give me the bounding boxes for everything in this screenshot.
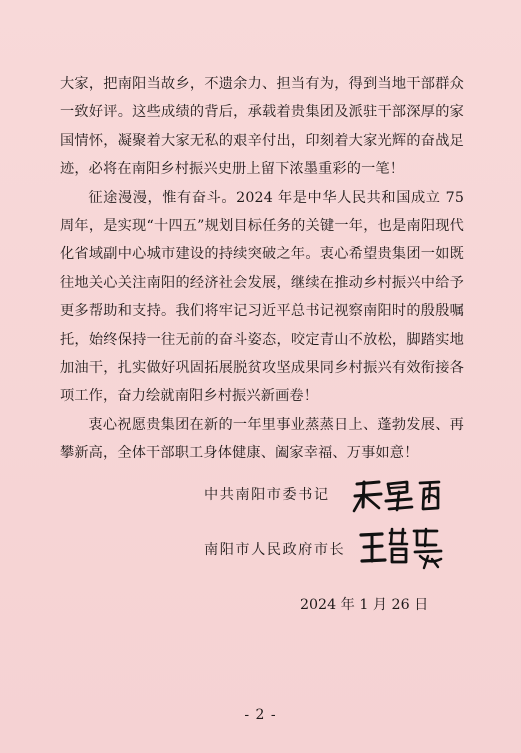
paragraph-1: 大家，把南阳当故乡，不遗余力、担当有为，得到当地干部群众一致好评。这些成绩的背后，承载着贵集团及派驻干部深厚的家国情怀，凝聚着大家无私的艰辛付出，印刻着大家光辉的奋战足迹，必将在南阳乡村振兴史册上留下浓墨重彩的一笔！: [60, 76, 464, 178]
page-number: - 2 -: [244, 707, 277, 723]
party-secretary-title: 中共南阳市委书记: [204, 487, 330, 503]
paragraph-3: 衷心祝愿贵集团在新的一年里事业蒸蒸日上、蓬勃发展、再攀新高，全体干部职工身体健康、阖家幸福、万事如意！: [60, 416, 464, 462]
paragraph-2: 征途漫漫，惟有奋斗。2024 年是中华人民共和国成立 75 周年，是实现“十四五”规划目标任务的关键一年，也是南阳现代化省域副中心城市建设的持续突破之年。衷心希望贵集团一如既往地关心关注南阳的经济社会发展，继续在推动乡村振兴中给予更多帮助和支持。我们将牢记习近平总书记视察南阳时的殷殷嘱托，始终保持一往无前的奋斗姿态，咬定青山不放松，脚踏实地加油干，扎实做好巩固拓展脱贫攻坚成果同乡村振兴有效衔接各项工作，奋力绘就南阳乡村振兴新画卷！: [60, 189, 464, 405]
party-secretary-signature: [350, 474, 445, 516]
mayor-title: 南阳市人民政府市长: [204, 542, 346, 558]
mayor-signature: [357, 525, 447, 571]
letter-date: 2024 年 1 月 26 日: [300, 597, 429, 613]
letter-body: [60, 70, 464, 468]
